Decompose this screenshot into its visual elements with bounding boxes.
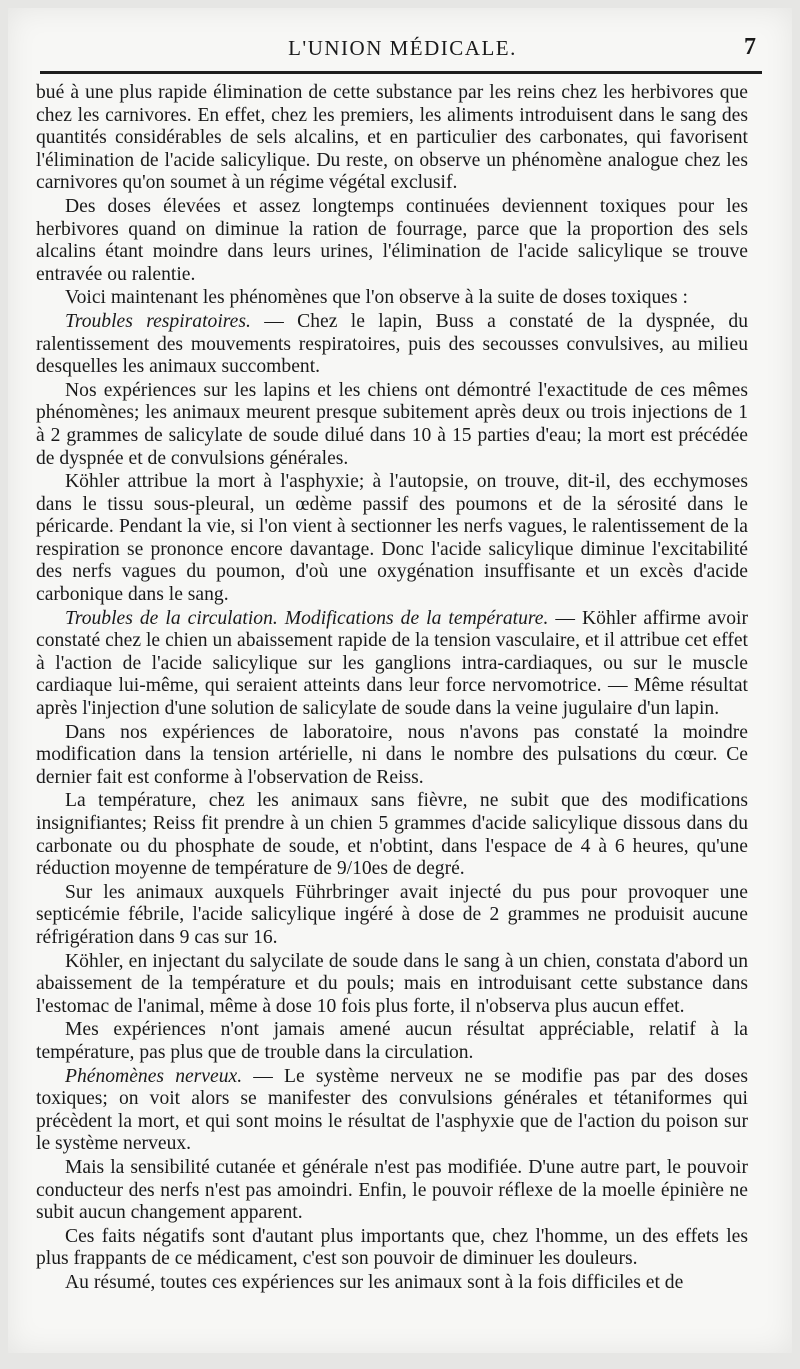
body-text bbox=[36, 82, 748, 1295]
paragraph-text: — Chez le lapin, Buss a constaté de la dyspnée, du ralentissement des mouvements respiratoires, puis des secousses convulsives, au milieu desquelles les animaux succombent. bbox=[36, 310, 748, 378]
paragraph-text: La température, chez les animaux sans fièvre, ne subit que des modifications insignifiantes; Reiss fit prendre à un chien 5 grammes d'acide salicylique dissous dans du carbonate ou du phosphate de soude, et n'obtint, dans l'espace de 4 à 6 heures, qu'une réduction moyenne de température de 9/10es de degré. bbox=[36, 790, 748, 880]
paragraph bbox=[36, 722, 748, 790]
paragraph-text: Mais la sensibilité cutanée et générale n'est pas modifiée. D'une autre part, le pouvoir conducteur des nerfs n'est pas amoindri. Enfin, le pouvoir réflexe de la moelle épinière ne subit aucun changement apparent. bbox=[36, 1156, 748, 1224]
paragraph-text: Au résumé, toutes ces expériences sur les animaux sont à la fois difficiles et de bbox=[65, 1271, 684, 1293]
paragraph bbox=[36, 1066, 748, 1156]
paragraph-text: Des doses élevées et assez longtemps continuées deviennent toxiques pour les herbivores quand on diminue la ration de fourrage, parce que la proportion des sels alcalins étant moindre dans leurs urines, l'élimination de l'acide salicylique se trouve entravée ou ralentie. bbox=[36, 195, 748, 285]
section-title: Troubles respiratoires. bbox=[65, 310, 251, 332]
paragraph bbox=[36, 1019, 748, 1064]
paragraph bbox=[36, 1157, 748, 1225]
paragraph bbox=[36, 790, 748, 880]
paragraph bbox=[36, 380, 748, 470]
paragraph-text: Ces faits négatifs sont d'autant plus importants que, chez l'homme, un des effets les plus frappants de ce médicament, c'est son pouvoir de diminuer les douleurs. bbox=[36, 1225, 748, 1270]
paragraph bbox=[36, 311, 748, 379]
paragraph bbox=[36, 471, 748, 607]
paragraph-text: Dans nos expériences de laboratoire, nous n'avons pas constaté la moindre modification dans la tension artérielle, ni dans le nombre des pulsations du cœur. Ce dernier fait est conforme à l'observation de Reiss. bbox=[36, 721, 748, 788]
paragraph-text: Voici maintenant les phénomènes que l'on observe à la suite de doses toxiques : bbox=[65, 287, 688, 309]
paragraph-text: Sur les animaux auxquels Führbringer avait injecté du pus pour provoquer une septicémie fébrile, l'acide salicylique ingéré à dose de 2 grammes ne produisit aucune réfrigération dans 9 cas sur 16. bbox=[36, 881, 748, 948]
paragraph bbox=[36, 196, 748, 286]
page-header bbox=[43, 36, 762, 66]
paragraph-text: Nos expériences sur les lapins et les chiens ont démontré l'exactitude de ces mêmes phénomènes; les animaux meurent presque subitement après deux ou trois injections de 1 à 2 grammes de salicylate de soude dilué dans 10 à 15 parties d'eau; la mort est précédée de dyspnée et de convulsions générales. bbox=[36, 379, 748, 469]
paragraph bbox=[36, 1272, 748, 1295]
paragraph-text: Köhler, en injectant du salycilate de soude dans le sang à un chien, constata d'abord un abaissement de la température et du pouls; mais en introduisant cette substance dans l'estomac de l'animal, même à dose 10 fois plus forte, il n'observa plus aucun effet. bbox=[36, 950, 748, 1017]
paragraph bbox=[36, 287, 748, 310]
paragraph bbox=[36, 882, 748, 950]
section-title: Troubles de la circulation. Modifications de la température. bbox=[65, 607, 549, 629]
paragraph bbox=[36, 608, 748, 721]
paragraph-text: Köhler attribue la mort à l'asphyxie; à l'autopsie, on trouve, dit-il, des ecchymoses dans le tissu sous-pleural, un œdème passif des poumons et de la sérosité dans le péricarde. Pendant la vie, si l'on vient à sectionner les nerfs vagues, le ralentissement de la respiration se prononce encore davantage. Donc l'acide salicylique diminue l'excitabilité des nerfs vagues du poumon, d'où une oxygénation insuffisante et un excès d'acide carbonique dans le sang. bbox=[36, 471, 748, 606]
paragraph-text: — Le système nerveux ne se modifie pas par des doses toxiques; on voit alors se manifester des convulsions générales et tétaniformes qui précèdent la mort, et qui sont moins le résultat de l'asphyxie que de l'action du poison sur le système nerveux. bbox=[36, 1065, 748, 1155]
paragraph-text: Mes expériences n'ont jamais amené aucun résultat appréciable, relatif à la température, pas plus que de trouble dans la circulation. bbox=[36, 1019, 748, 1063]
running-head: L'UNION MÉDICALE. bbox=[288, 36, 517, 60]
paragraph bbox=[36, 951, 748, 1019]
document-page bbox=[8, 8, 792, 1353]
section-title: Phénomènes nerveux. bbox=[65, 1065, 243, 1087]
paragraph bbox=[36, 82, 748, 195]
paragraph-text: — Köhler affirme avoir constaté chez le chien un abaissement rapide de la tension vasculaire, et il attribue cet effet à l'action de l'acide salicylique sur les ganglions intra-cardiaques, ou sur le muscle cardiaque lui-même, qui seraient atteints dans leur force nervomotrice. — Même résultat après l'injection d'une solution de salicylate de soude dans la veine jugulaire d'un lapin. bbox=[36, 607, 748, 720]
header-rule bbox=[40, 71, 762, 74]
paragraph-text: bué à une plus rapide élimination de cette substance par les reins chez les herbivores que chez les carnivores. En effet, chez les premiers, les aliments introduisent dans le sang des quantités considérables de sels alcalins, et en particulier des carbonates, qui favorisent l'élimination de l'acide salicylique. Du reste, on observe un phénomène analogue chez les carnivores qu'on soumet à un régime végétal exclusif. bbox=[36, 82, 748, 194]
paragraph bbox=[36, 1226, 748, 1271]
page-number: 7 bbox=[744, 34, 756, 60]
